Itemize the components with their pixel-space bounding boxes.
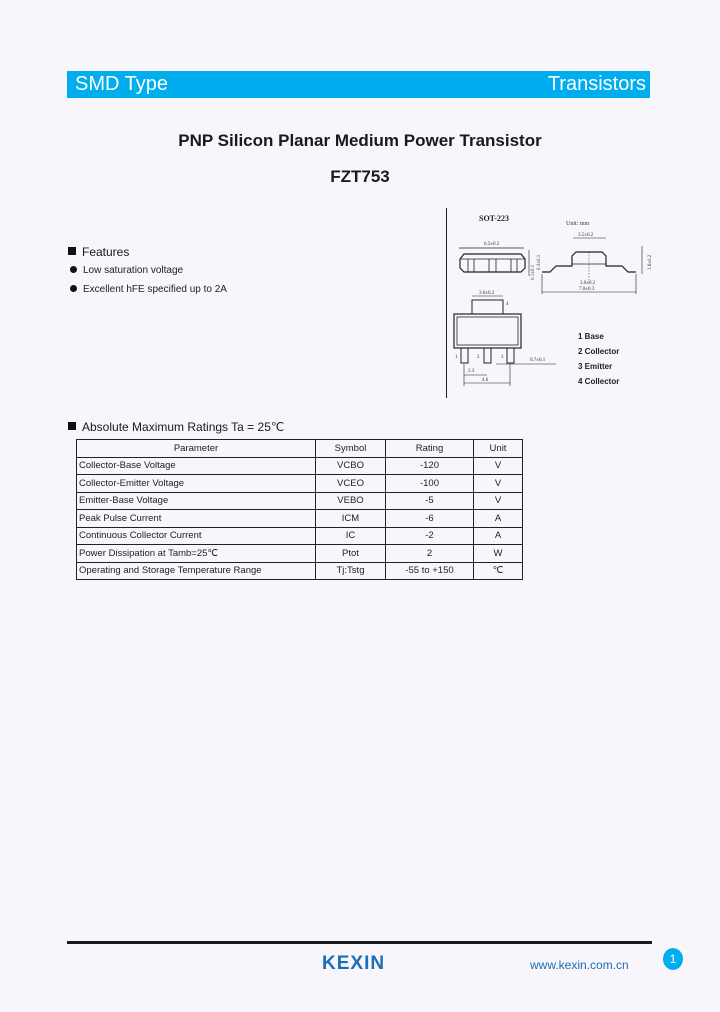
- cell-symbol: Ptot: [316, 545, 386, 563]
- unit-label: Unit: mm: [566, 221, 590, 227]
- cell-rating: -6: [386, 510, 474, 528]
- cell-unit: A: [474, 510, 523, 528]
- dim-lead-width: 0.7±0.1: [530, 358, 546, 363]
- dim-lead-height: 0.3±0.1: [537, 254, 542, 270]
- ratings-heading-label: Absolute Maximum Ratings Ta = 25℃: [82, 420, 285, 434]
- features-heading-label: Features: [82, 245, 130, 259]
- table-row: [77, 492, 523, 510]
- cell-symbol: ICM: [316, 510, 386, 528]
- table-row: [77, 510, 523, 528]
- cell-rating: 2: [386, 545, 474, 563]
- table-row: [77, 527, 523, 545]
- cell-unit: V: [474, 457, 523, 475]
- ratings-heading: [68, 420, 284, 434]
- dim-tab-width: 3.0±0.2: [580, 281, 596, 286]
- dim-pitch: 2.3: [468, 369, 475, 374]
- dim-side-width: 7.0±0.3: [579, 287, 595, 292]
- kexin-logo: KEXIN: [322, 953, 386, 974]
- table-row: [77, 545, 523, 563]
- page-number-badge: 1: [663, 948, 683, 970]
- drawing-border-line: [446, 208, 447, 398]
- cell-parameter: Peak Pulse Current: [77, 510, 316, 528]
- cell-parameter: Collector-Emitter Voltage: [77, 475, 316, 493]
- feature-item: [70, 284, 227, 295]
- feature-text: Low saturation voltage: [83, 265, 184, 276]
- column-header-rating: Rating: [386, 440, 474, 458]
- cell-rating: -2: [386, 527, 474, 545]
- cell-parameter: Collector-Base Voltage: [77, 457, 316, 475]
- cell-parameter: Power Dissipation at Tamb=25℃: [77, 545, 316, 563]
- header-product-type: Transistors: [547, 73, 646, 95]
- pin-number-1: 1: [455, 355, 458, 360]
- dim-standoff: 0.1±0.1: [531, 264, 536, 280]
- pin-label: 3 Emitter: [578, 362, 613, 371]
- cell-unit: V: [474, 475, 523, 493]
- table-row: [77, 562, 523, 580]
- column-header-parameter: Parameter: [77, 440, 316, 458]
- pin-label: 1 Base: [578, 332, 604, 341]
- dim-total-height: 1.6±0.2: [648, 254, 653, 270]
- cell-parameter: Continuous Collector Current: [77, 527, 316, 545]
- pin-number-3: 3: [501, 355, 504, 360]
- cell-rating: -100: [386, 475, 474, 493]
- website-link[interactable]: www.kexin.com.cn: [530, 958, 629, 972]
- cell-rating: -120: [386, 457, 474, 475]
- pin-label: 2 Collector: [578, 347, 620, 356]
- table-row: [77, 457, 523, 475]
- package-name: SOT-223: [479, 214, 509, 223]
- bullet-icon: [70, 266, 77, 273]
- table-row: [77, 475, 523, 493]
- square-bullet-icon: [68, 422, 76, 430]
- square-bullet-icon: [68, 247, 76, 255]
- cell-parameter: Emitter-Base Voltage: [77, 492, 316, 510]
- pin-label: 4 Collector: [578, 377, 620, 386]
- ratings-table: [76, 439, 523, 580]
- cell-symbol: VCBO: [316, 457, 386, 475]
- header-category: SMD Type: [75, 73, 168, 95]
- cell-symbol: IC: [316, 527, 386, 545]
- document-title: PNP Silicon Planar Medium Power Transistor: [178, 131, 542, 150]
- package-drawing: [446, 208, 656, 400]
- cell-symbol: VCEO: [316, 475, 386, 493]
- bullet-icon: [70, 285, 77, 292]
- footer-divider: [67, 941, 652, 944]
- cell-parameter: Operating and Storage Temperature Range: [77, 562, 316, 580]
- dim-body-height: 3.5±0.2: [578, 233, 594, 238]
- cell-unit: A: [474, 527, 523, 545]
- cell-unit: W: [474, 545, 523, 563]
- cell-rating: -5: [386, 492, 474, 510]
- header-bar: [67, 71, 650, 98]
- part-number: FZT753: [330, 167, 390, 186]
- cell-symbol: Tj:Tstg: [316, 562, 386, 580]
- feature-text: Excellent hFE specified up to 2A: [83, 284, 227, 295]
- column-header-unit: Unit: [474, 440, 523, 458]
- cell-unit: ℃: [474, 562, 523, 580]
- features-heading: [68, 245, 129, 259]
- pin-number-2: 2: [477, 355, 480, 360]
- cell-symbol: VEBO: [316, 492, 386, 510]
- pin-number-4: 4: [506, 302, 509, 307]
- feature-item: [70, 265, 183, 276]
- cell-unit: V: [474, 492, 523, 510]
- cell-rating: -55 to +150: [386, 562, 474, 580]
- column-header-symbol: Symbol: [316, 440, 386, 458]
- dim-tab-width-2: 3.0±0.2: [479, 291, 495, 296]
- table-header-row: [77, 440, 523, 458]
- sot223-outline-icon: [446, 208, 656, 400]
- dim-span: 4.6: [482, 378, 489, 383]
- dim-top-width: 6.5±0.2: [484, 242, 500, 247]
